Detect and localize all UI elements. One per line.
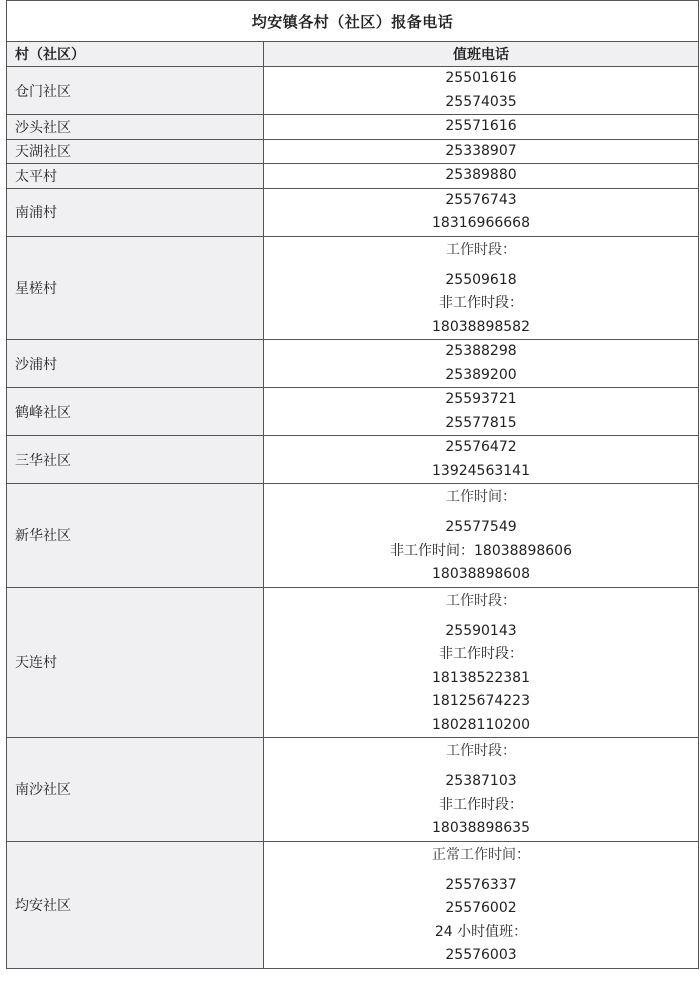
phone-cell (264, 388, 699, 436)
village-name: 仓门社区 (7, 67, 264, 115)
village-name: 鹤峰社区 (7, 388, 264, 436)
phone-number: 18125674223 (432, 693, 530, 709)
phone-number: 25577549 (445, 519, 517, 535)
phone-number: 25590143 (445, 622, 517, 639)
table-row (7, 115, 699, 140)
village-name: 均安社区 (7, 841, 264, 968)
table-row (7, 236, 699, 340)
table-row (7, 587, 699, 738)
phone-number: 13924563141 (432, 462, 530, 479)
table-row (7, 436, 699, 484)
phone-cell (264, 841, 699, 968)
time-period-label: 正常工作时间： (432, 846, 530, 863)
village-name: 南浦村 (7, 188, 264, 236)
village-name: 三华社区 (7, 436, 264, 484)
phone-number: 18038898608 (432, 566, 530, 582)
phone-cell (264, 587, 699, 738)
phone-number: 25576003 (445, 947, 517, 963)
phone-number: 25577815 (445, 414, 517, 431)
village-name: 南沙社区 (7, 738, 264, 842)
phone-number: 25509618 (445, 271, 517, 288)
duty-phone-table (6, 0, 699, 969)
table-row (7, 67, 699, 115)
phone-number: 25338907 (445, 142, 517, 159)
village-name: 太平村 (7, 164, 264, 189)
phone-number: 18316966668 (432, 215, 530, 231)
phone-number: 25388298 (445, 343, 517, 359)
phone-number: 25593721 (445, 391, 517, 407)
table-row (7, 188, 699, 236)
column-header-village: 村（社区） (7, 42, 264, 67)
phone-number: 25576743 (445, 191, 517, 208)
phone-cell (264, 188, 699, 236)
phone-number: 25387103 (445, 773, 517, 789)
village-name: 天湖社区 (7, 139, 264, 164)
phone-number: 25576472 (445, 439, 517, 455)
table-title: 均安镇各村（社区）报备电话 (7, 1, 699, 42)
phone-cell (264, 738, 699, 842)
table-body (7, 1, 699, 969)
phone-number: 18138522381 (432, 669, 530, 686)
time-period-label: 工作时段： (446, 592, 516, 609)
table-row (7, 738, 699, 842)
phone-number: 25389880 (445, 167, 517, 183)
time-period-label: 工作时段： (446, 743, 516, 759)
village-name: 沙浦村 (7, 340, 264, 388)
time-period-label: 非工作时段： (439, 295, 523, 311)
table-row (7, 340, 699, 388)
table-row (7, 139, 699, 164)
phone-cell (264, 236, 699, 340)
village-name: 新华社区 (7, 484, 264, 588)
village-name: 沙头社区 (7, 115, 264, 140)
phone-number: 25574035 (445, 93, 517, 110)
phone-cell (264, 139, 699, 164)
phone-cell (264, 436, 699, 484)
phone-cell (264, 484, 699, 588)
time-period-label: 非工作时间：18038898606 (390, 542, 572, 559)
title-row (7, 1, 699, 42)
table-row (7, 841, 699, 968)
phone-number: 25389200 (445, 366, 517, 383)
time-period-label: 非工作时段： (439, 796, 523, 813)
column-header-phone: 值班电话 (264, 42, 699, 67)
time-period-label: 24 小时值班： (434, 923, 528, 940)
time-period-label: 工作时段： (446, 241, 516, 258)
phone-number: 25501616 (445, 70, 517, 86)
phone-number: 25576002 (445, 900, 517, 916)
phone-number: 18028110200 (432, 716, 530, 733)
table-row (7, 164, 699, 189)
table-row (7, 484, 699, 588)
village-name: 星槎村 (7, 236, 264, 340)
phone-number: 18038898582 (432, 318, 530, 335)
phone-cell (264, 115, 699, 140)
time-period-label: 非工作时段： (439, 646, 523, 662)
village-name: 天连村 (7, 587, 264, 738)
phone-cell (264, 340, 699, 388)
phone-number: 25571616 (445, 118, 517, 134)
time-period-label: 工作时间： (446, 489, 516, 505)
phone-cell (264, 164, 699, 189)
phone-cell (264, 67, 699, 115)
table-row (7, 388, 699, 436)
phone-number: 18038898635 (432, 820, 530, 836)
header-row (7, 42, 699, 67)
phone-number: 25576337 (445, 876, 517, 893)
